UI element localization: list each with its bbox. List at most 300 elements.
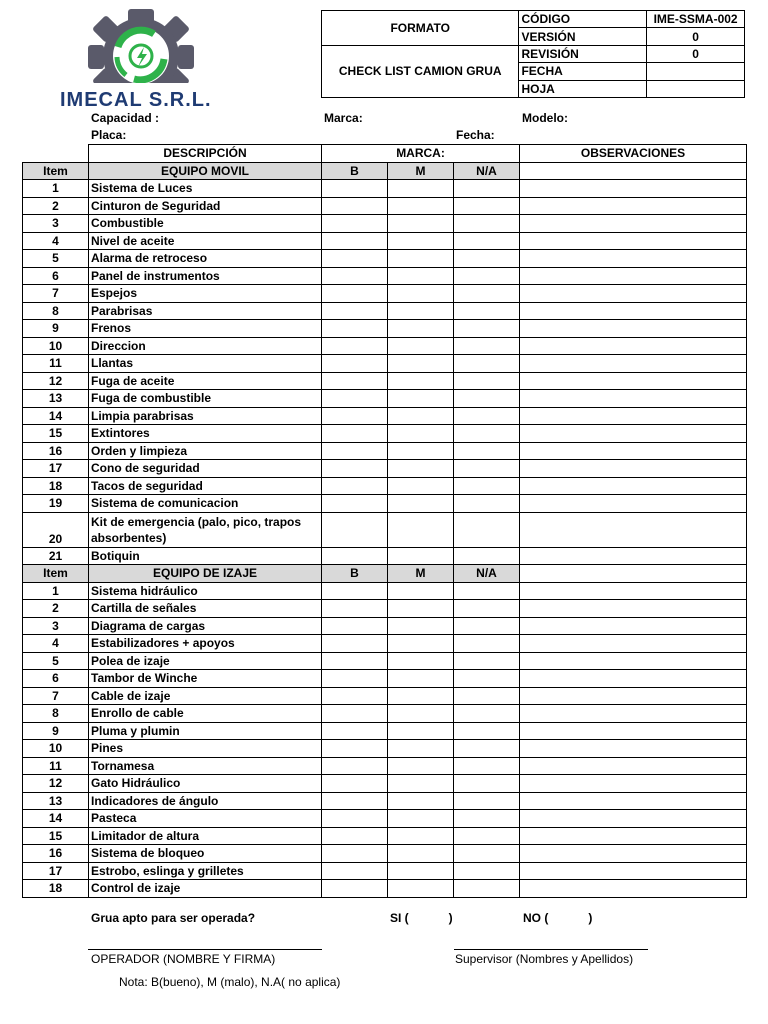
- observation-cell[interactable]: [520, 320, 747, 338]
- item-number: 7: [23, 285, 89, 303]
- item-number: 2: [23, 197, 89, 215]
- check-b[interactable]: [322, 687, 388, 705]
- table-row: [23, 792, 747, 810]
- check-na[interactable]: [454, 757, 520, 775]
- observation-cell[interactable]: [520, 285, 747, 303]
- table-row: [23, 180, 747, 198]
- item-number: 9: [23, 320, 89, 338]
- check-na[interactable]: [454, 180, 520, 198]
- check-na[interactable]: [454, 652, 520, 670]
- operable-question: Grua apto para ser operada?: [91, 911, 256, 925]
- check-m[interactable]: [388, 722, 454, 740]
- item-number: 14: [23, 810, 89, 828]
- check-na[interactable]: [454, 460, 520, 478]
- observation-cell[interactable]: [520, 180, 747, 198]
- check-na[interactable]: [454, 687, 520, 705]
- item-description: Sistema de Luces: [89, 180, 322, 198]
- description-header: DESCRIPCIÓN: [89, 145, 322, 163]
- observation-cell[interactable]: [520, 442, 747, 460]
- check-na[interactable]: [454, 215, 520, 233]
- item-description: Sistema de bloqueo: [89, 845, 322, 863]
- table-row: [23, 267, 747, 285]
- item-description: Pines: [89, 740, 322, 758]
- item-description: Gato Hidráulico: [89, 775, 322, 793]
- check-b[interactable]: [322, 670, 388, 688]
- item-number: 21: [23, 547, 89, 565]
- check-na[interactable]: [454, 862, 520, 880]
- observations-header: OBSERVACIONES: [520, 145, 747, 163]
- check-b[interactable]: [322, 600, 388, 618]
- check-b[interactable]: [322, 757, 388, 775]
- check-na[interactable]: [454, 775, 520, 793]
- version-value: 0: [647, 28, 745, 45]
- table-row: [23, 512, 747, 547]
- check-m[interactable]: [388, 582, 454, 600]
- m-header: M: [388, 565, 454, 583]
- item-description: Direccion: [89, 337, 322, 355]
- observation-cell[interactable]: [520, 407, 747, 425]
- check-na[interactable]: [454, 810, 520, 828]
- check-b[interactable]: [322, 337, 388, 355]
- b-header: B: [322, 565, 388, 583]
- check-b[interactable]: [322, 845, 388, 863]
- item-number: 12: [23, 372, 89, 390]
- check-b[interactable]: [322, 862, 388, 880]
- document-title: CHECK LIST CAMION GRUA: [322, 45, 519, 97]
- item-description: Limpia parabrisas: [89, 407, 322, 425]
- table-row: [23, 232, 747, 250]
- observation-cell[interactable]: [520, 880, 747, 898]
- item-header: Item: [23, 162, 89, 180]
- table-row: [23, 652, 747, 670]
- table-row: [23, 372, 747, 390]
- check-m[interactable]: [388, 442, 454, 460]
- revision-value: 0: [647, 45, 745, 62]
- item-description: Pluma y plumin: [89, 722, 322, 740]
- observation-cell[interactable]: [520, 547, 747, 565]
- item-number: 9: [23, 722, 89, 740]
- item-number: 2: [23, 600, 89, 618]
- observation-cell[interactable]: [520, 425, 747, 443]
- observation-cell[interactable]: [520, 512, 747, 547]
- item-description: Cono de seguridad: [89, 460, 322, 478]
- table-row: [23, 862, 747, 880]
- check-b[interactable]: [322, 617, 388, 635]
- check-na[interactable]: [454, 390, 520, 408]
- check-na[interactable]: [454, 407, 520, 425]
- check-m[interactable]: [388, 512, 454, 547]
- table-row: [23, 355, 747, 373]
- document-header: [321, 10, 745, 98]
- check-m[interactable]: [388, 477, 454, 495]
- observation-cell[interactable]: [520, 250, 747, 268]
- item-description: Indicadores de ángulo: [89, 792, 322, 810]
- check-m[interactable]: [388, 460, 454, 478]
- check-na[interactable]: [454, 582, 520, 600]
- observation-cell[interactable]: [520, 215, 747, 233]
- check-b[interactable]: [322, 477, 388, 495]
- observations-blank: [520, 162, 747, 180]
- item-description: Cable de izaje: [89, 687, 322, 705]
- check-b[interactable]: [322, 302, 388, 320]
- observation-cell[interactable]: [520, 302, 747, 320]
- format-label: FORMATO: [322, 11, 519, 46]
- observation-cell[interactable]: [520, 652, 747, 670]
- item-description: Enrollo de cable: [89, 705, 322, 723]
- observation-cell[interactable]: [520, 722, 747, 740]
- check-b[interactable]: [322, 390, 388, 408]
- observation-cell[interactable]: [520, 372, 747, 390]
- check-m[interactable]: [388, 862, 454, 880]
- observation-cell[interactable]: [520, 810, 747, 828]
- table-row: [23, 600, 747, 618]
- check-na[interactable]: [454, 617, 520, 635]
- check-na[interactable]: [454, 302, 520, 320]
- table-row: [23, 425, 747, 443]
- item-description: Sistema de comunicacion: [89, 495, 322, 513]
- item-number: 4: [23, 232, 89, 250]
- item-number: 3: [23, 215, 89, 233]
- observation-cell[interactable]: [520, 477, 747, 495]
- item-number: 17: [23, 862, 89, 880]
- check-b[interactable]: [322, 582, 388, 600]
- item-description: Orden y limpieza: [89, 442, 322, 460]
- check-m[interactable]: [388, 617, 454, 635]
- check-b[interactable]: [322, 372, 388, 390]
- code-value: IME-SSMA-002: [647, 11, 745, 28]
- item-number: 6: [23, 267, 89, 285]
- check-m[interactable]: [388, 495, 454, 513]
- item-number: 18: [23, 477, 89, 495]
- observation-cell[interactable]: [520, 757, 747, 775]
- table-row: [23, 320, 747, 338]
- check-na[interactable]: [454, 635, 520, 653]
- item-number: 5: [23, 250, 89, 268]
- check-b[interactable]: [322, 232, 388, 250]
- check-b[interactable]: [322, 407, 388, 425]
- observation-cell[interactable]: [520, 355, 747, 373]
- check-na[interactable]: [454, 372, 520, 390]
- table-row: [23, 250, 747, 268]
- item-number: 7: [23, 687, 89, 705]
- check-m[interactable]: [388, 775, 454, 793]
- check-m[interactable]: [388, 425, 454, 443]
- check-m[interactable]: [388, 705, 454, 723]
- date-value[interactable]: [647, 63, 745, 80]
- item-description: Botiquin: [89, 547, 322, 565]
- item-number: 11: [23, 355, 89, 373]
- check-na[interactable]: [454, 845, 520, 863]
- table-row: [23, 285, 747, 303]
- check-m[interactable]: [388, 180, 454, 198]
- check-m[interactable]: [388, 250, 454, 268]
- check-b[interactable]: [322, 792, 388, 810]
- check-na[interactable]: [454, 320, 520, 338]
- item-number: 8: [23, 302, 89, 320]
- item-description: Control de izaje: [89, 880, 322, 898]
- date-label: FECHA: [519, 63, 647, 80]
- item-description: Kit de emergencia (palo, pico, trapos absorbentes): [89, 512, 322, 547]
- check-na[interactable]: [454, 197, 520, 215]
- check-m[interactable]: [388, 407, 454, 425]
- check-na[interactable]: [454, 600, 520, 618]
- check-m[interactable]: [388, 232, 454, 250]
- company-name: IMECAL S.R.L.: [60, 89, 212, 111]
- item-description: Limitador de altura: [89, 827, 322, 845]
- item-description: Tambor de Winche: [89, 670, 322, 688]
- check-na[interactable]: [454, 442, 520, 460]
- observation-cell[interactable]: [520, 582, 747, 600]
- item-number: 16: [23, 442, 89, 460]
- item-description: Fuga de aceite: [89, 372, 322, 390]
- check-m[interactable]: [388, 687, 454, 705]
- table-row: [23, 302, 747, 320]
- check-na[interactable]: [454, 670, 520, 688]
- check-m[interactable]: [388, 372, 454, 390]
- observation-cell[interactable]: [520, 232, 747, 250]
- observation-cell[interactable]: [520, 775, 747, 793]
- inspection-date-label: Fecha:: [456, 128, 495, 142]
- item-description: Diagrama de cargas: [89, 617, 322, 635]
- check-b[interactable]: [322, 722, 388, 740]
- item-number: 10: [23, 337, 89, 355]
- table-row: [23, 827, 747, 845]
- check-m[interactable]: [388, 880, 454, 898]
- observation-cell[interactable]: [520, 495, 747, 513]
- check-b[interactable]: [322, 547, 388, 565]
- item-number: 10: [23, 740, 89, 758]
- check-b[interactable]: [322, 495, 388, 513]
- check-na[interactable]: [454, 512, 520, 547]
- item-number: 1: [23, 180, 89, 198]
- item-description: Fuga de combustible: [89, 390, 322, 408]
- item-number: 20: [23, 512, 89, 547]
- item-number: 19: [23, 495, 89, 513]
- check-na[interactable]: [454, 495, 520, 513]
- table-row: [23, 337, 747, 355]
- check-b[interactable]: [322, 512, 388, 547]
- table-row: [23, 722, 747, 740]
- table-row: [23, 477, 747, 495]
- table-row: [23, 757, 747, 775]
- brand-label: Marca:: [324, 111, 363, 125]
- observation-cell[interactable]: [520, 337, 747, 355]
- check-b[interactable]: [322, 320, 388, 338]
- check-m[interactable]: [388, 302, 454, 320]
- check-m[interactable]: [388, 740, 454, 758]
- yes-option[interactable]: SI ( ): [390, 911, 453, 925]
- item-number: 18: [23, 880, 89, 898]
- check-m[interactable]: [388, 652, 454, 670]
- check-m[interactable]: [388, 635, 454, 653]
- check-m[interactable]: [388, 827, 454, 845]
- item-description: Cartilla de señales: [89, 600, 322, 618]
- item-description: Panel de instrumentos: [89, 267, 322, 285]
- item-number: 6: [23, 670, 89, 688]
- item-description: Nivel de aceite: [89, 232, 322, 250]
- check-b[interactable]: [322, 652, 388, 670]
- check-na[interactable]: [454, 355, 520, 373]
- table-row: [23, 740, 747, 758]
- observation-cell[interactable]: [520, 862, 747, 880]
- item-description: Tornamesa: [89, 757, 322, 775]
- check-b[interactable]: [322, 355, 388, 373]
- check-b[interactable]: [322, 442, 388, 460]
- check-m[interactable]: [388, 600, 454, 618]
- no-option[interactable]: NO ( ): [523, 911, 593, 925]
- check-na[interactable]: [454, 547, 520, 565]
- check-na[interactable]: [454, 740, 520, 758]
- item-header: Item: [23, 565, 89, 583]
- check-m[interactable]: [388, 547, 454, 565]
- check-b[interactable]: [322, 215, 388, 233]
- item-description: Estrobo, eslinga y grilletes: [89, 862, 322, 880]
- table-row: [23, 442, 747, 460]
- observation-cell[interactable]: [520, 827, 747, 845]
- check-b[interactable]: [322, 250, 388, 268]
- item-description: Parabrisas: [89, 302, 322, 320]
- item-description: Tacos de seguridad: [89, 477, 322, 495]
- observation-cell[interactable]: [520, 197, 747, 215]
- check-na[interactable]: [454, 425, 520, 443]
- section-lifting-equipment: [23, 565, 747, 583]
- item-description: Sistema hidráulico: [89, 582, 322, 600]
- sheet-value[interactable]: [647, 80, 745, 97]
- table-row: [23, 845, 747, 863]
- check-b[interactable]: [322, 425, 388, 443]
- item-number: 12: [23, 775, 89, 793]
- check-m[interactable]: [388, 337, 454, 355]
- observation-cell[interactable]: [520, 792, 747, 810]
- company-logo: [54, 9, 226, 110]
- check-na[interactable]: [454, 722, 520, 740]
- check-b[interactable]: [322, 880, 388, 898]
- na-header: N/A: [454, 565, 520, 583]
- item-number: 11: [23, 757, 89, 775]
- check-b[interactable]: [322, 827, 388, 845]
- table-row: [23, 705, 747, 723]
- code-label: CÓDIGO: [519, 11, 647, 28]
- check-b[interactable]: [322, 705, 388, 723]
- check-na[interactable]: [454, 827, 520, 845]
- check-na[interactable]: [454, 337, 520, 355]
- check-b[interactable]: [322, 180, 388, 198]
- observation-cell[interactable]: [520, 670, 747, 688]
- check-b[interactable]: [322, 810, 388, 828]
- item-description: Frenos: [89, 320, 322, 338]
- observation-cell[interactable]: [520, 687, 747, 705]
- check-b[interactable]: [322, 635, 388, 653]
- check-m[interactable]: [388, 810, 454, 828]
- check-b[interactable]: [322, 775, 388, 793]
- check-m[interactable]: [388, 267, 454, 285]
- check-m[interactable]: [388, 355, 454, 373]
- item-number: 14: [23, 407, 89, 425]
- check-m[interactable]: [388, 845, 454, 863]
- item-description: Cinturon de Seguridad: [89, 197, 322, 215]
- check-b[interactable]: [322, 740, 388, 758]
- table-row: [23, 215, 747, 233]
- check-na[interactable]: [454, 792, 520, 810]
- check-na[interactable]: [454, 477, 520, 495]
- observation-cell[interactable]: [520, 845, 747, 863]
- revision-label: REVISIÓN: [519, 45, 647, 62]
- table-row: [23, 687, 747, 705]
- item-description: Polea de izaje: [89, 652, 322, 670]
- item-number: 16: [23, 845, 89, 863]
- observation-cell[interactable]: [520, 267, 747, 285]
- check-na[interactable]: [454, 285, 520, 303]
- item-description: Espejos: [89, 285, 322, 303]
- model-label: Modelo:: [522, 111, 568, 125]
- item-number: 3: [23, 617, 89, 635]
- observation-cell[interactable]: [520, 390, 747, 408]
- observation-cell[interactable]: [520, 705, 747, 723]
- table-row: [23, 582, 747, 600]
- check-m[interactable]: [388, 285, 454, 303]
- check-m[interactable]: [388, 670, 454, 688]
- item-number: 5: [23, 652, 89, 670]
- checklist-table: [22, 144, 746, 898]
- m-header: M: [388, 162, 454, 180]
- observation-cell[interactable]: [520, 617, 747, 635]
- observations-blank: [520, 565, 747, 583]
- check-m[interactable]: [388, 792, 454, 810]
- section-lifting-equipment-title: EQUIPO DE IZAJE: [89, 565, 322, 583]
- check-b[interactable]: [322, 285, 388, 303]
- check-na[interactable]: [454, 267, 520, 285]
- check-na[interactable]: [454, 250, 520, 268]
- observation-cell[interactable]: [520, 635, 747, 653]
- table-row: [23, 197, 747, 215]
- table-row: [23, 617, 747, 635]
- observation-cell[interactable]: [520, 600, 747, 618]
- capacity-label: Capacidad :: [91, 111, 160, 125]
- check-m[interactable]: [388, 320, 454, 338]
- check-na[interactable]: [454, 232, 520, 250]
- plate-label: Placa:: [91, 128, 127, 142]
- item-number: 15: [23, 425, 89, 443]
- check-m[interactable]: [388, 757, 454, 775]
- check-m[interactable]: [388, 215, 454, 233]
- item-number: 1: [23, 582, 89, 600]
- operator-label: OPERADOR (NOMBRE Y FIRMA): [91, 952, 276, 966]
- b-header: B: [322, 162, 388, 180]
- item-number: 13: [23, 390, 89, 408]
- check-b[interactable]: [322, 267, 388, 285]
- supervisor-signature-line[interactable]: [454, 949, 648, 950]
- supervisor-label: Supervisor (Nombres y Apellidos): [455, 952, 634, 966]
- item-number: 17: [23, 460, 89, 478]
- check-b[interactable]: [322, 197, 388, 215]
- check-m[interactable]: [388, 197, 454, 215]
- item-description: Pasteca: [89, 810, 322, 828]
- table-row: [23, 495, 747, 513]
- table-row: [23, 775, 747, 793]
- check-b[interactable]: [322, 460, 388, 478]
- check-na[interactable]: [454, 705, 520, 723]
- observation-cell[interactable]: [520, 740, 747, 758]
- operator-signature-line[interactable]: [88, 949, 322, 950]
- check-m[interactable]: [388, 390, 454, 408]
- item-number: 15: [23, 827, 89, 845]
- version-label: VERSIÓN: [519, 28, 647, 45]
- item-description: Llantas: [89, 355, 322, 373]
- section-mobile-equipment: [23, 162, 747, 180]
- check-na[interactable]: [454, 880, 520, 898]
- observation-cell[interactable]: [520, 460, 747, 478]
- item-number: 13: [23, 792, 89, 810]
